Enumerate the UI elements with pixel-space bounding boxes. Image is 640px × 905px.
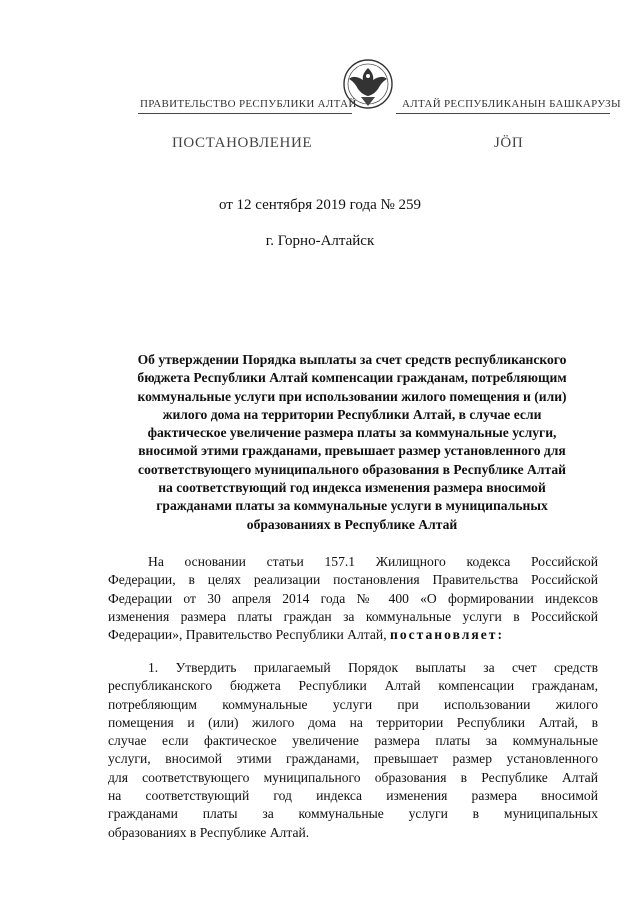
title-line: Об утверждении Порядка выплаты за счет средств республиканского (137, 352, 567, 367)
paragraph-line: республиканского бюджета Республики Алтай компенсации гражданам, (108, 678, 598, 694)
title-line: соответствующего муниципального образования в Республике Алтай (138, 461, 566, 477)
header-rule-left (138, 113, 352, 114)
document-city: г. Горно-Алтайск (265, 233, 375, 249)
preamble-paragraph (108, 553, 598, 644)
title-line: образованиях в Республике Алтай (246, 516, 458, 532)
paragraph-line: на соответствующий год индекса изменения размера вносимой (108, 788, 598, 804)
paragraph-line: 1. Утвердить прилагаемый Порядок выплаты за счет средств (148, 660, 598, 675)
paragraph-line: изменения размера платы граждан за коммунальные услуги в Российской (108, 608, 598, 624)
doc-type-russian: ПОСТАНОВЛЕНИЕ (172, 135, 313, 151)
clause-1-paragraph (108, 659, 598, 842)
paragraph-line: случае если фактическое увеличение размера платы за коммунальные (108, 733, 598, 749)
preamble-last-line-text: Федерации», Правительство Республики Алтай, (108, 627, 387, 643)
paragraph-line: для соответствующего муниципального образования в Республике Алтай (108, 769, 598, 785)
doc-type-altai: ЈӦП (494, 135, 524, 151)
government-name-altai: АЛТАЙ РЕСПУБЛИКАНЫН БАШКАРУЗЫ (402, 98, 621, 110)
government-name-russian: ПРАВИТЕЛЬСТВО РЕСПУБЛИКИ АЛТАЙ (140, 98, 357, 110)
paragraph-line: гражданами платы за коммунальные услуги в муниципальных (108, 806, 598, 822)
title-line: на соответствующий год индекса изменения размера вносимой (158, 480, 546, 496)
paragraph-line: услуги, вносимой этими гражданами, превышает размер установленного (108, 751, 598, 767)
paragraph-line: Федерации от 30 апреля 2014 года № 400 «О формировании индексов (108, 590, 598, 606)
title-line: жилого дома на территории Республики Алтай, в случае если (162, 406, 542, 422)
paragraph-line: На основании статьи 157.1 Жилищного кодекса Российской (148, 554, 598, 569)
document-date-number: от 12 сентября 2019 года № 259 (218, 197, 422, 213)
paragraph-line: помещения и (или) жилого дома на территории Республики Алтай, в (108, 714, 598, 730)
title-line: бюджета Республики Алтай компенсации гражданам, потребляющим (137, 370, 567, 386)
title-line: вносимой этими гражданами, превышает размер установленного для (138, 443, 566, 459)
header-rule-right (396, 113, 610, 114)
document-title (100, 351, 604, 534)
paragraph-line: образованиях в Республике Алтай. (108, 824, 310, 840)
title-line: фактическое увеличение размера платы за коммунальные услуги, (147, 425, 557, 441)
decree-word: постановляет: (390, 627, 504, 643)
paragraph-line (108, 626, 598, 644)
title-line: гражданами платы за коммунальные услуги в муниципальных (156, 498, 548, 514)
paragraph-line: Федерации, в целях реализации постановления Правительства Российской (108, 572, 598, 588)
title-line: коммунальные услуги при использовании жилого помещения и (или) (137, 388, 567, 404)
paragraph-line: потребляющим коммунальные услуги при использовании жилого (108, 696, 598, 712)
